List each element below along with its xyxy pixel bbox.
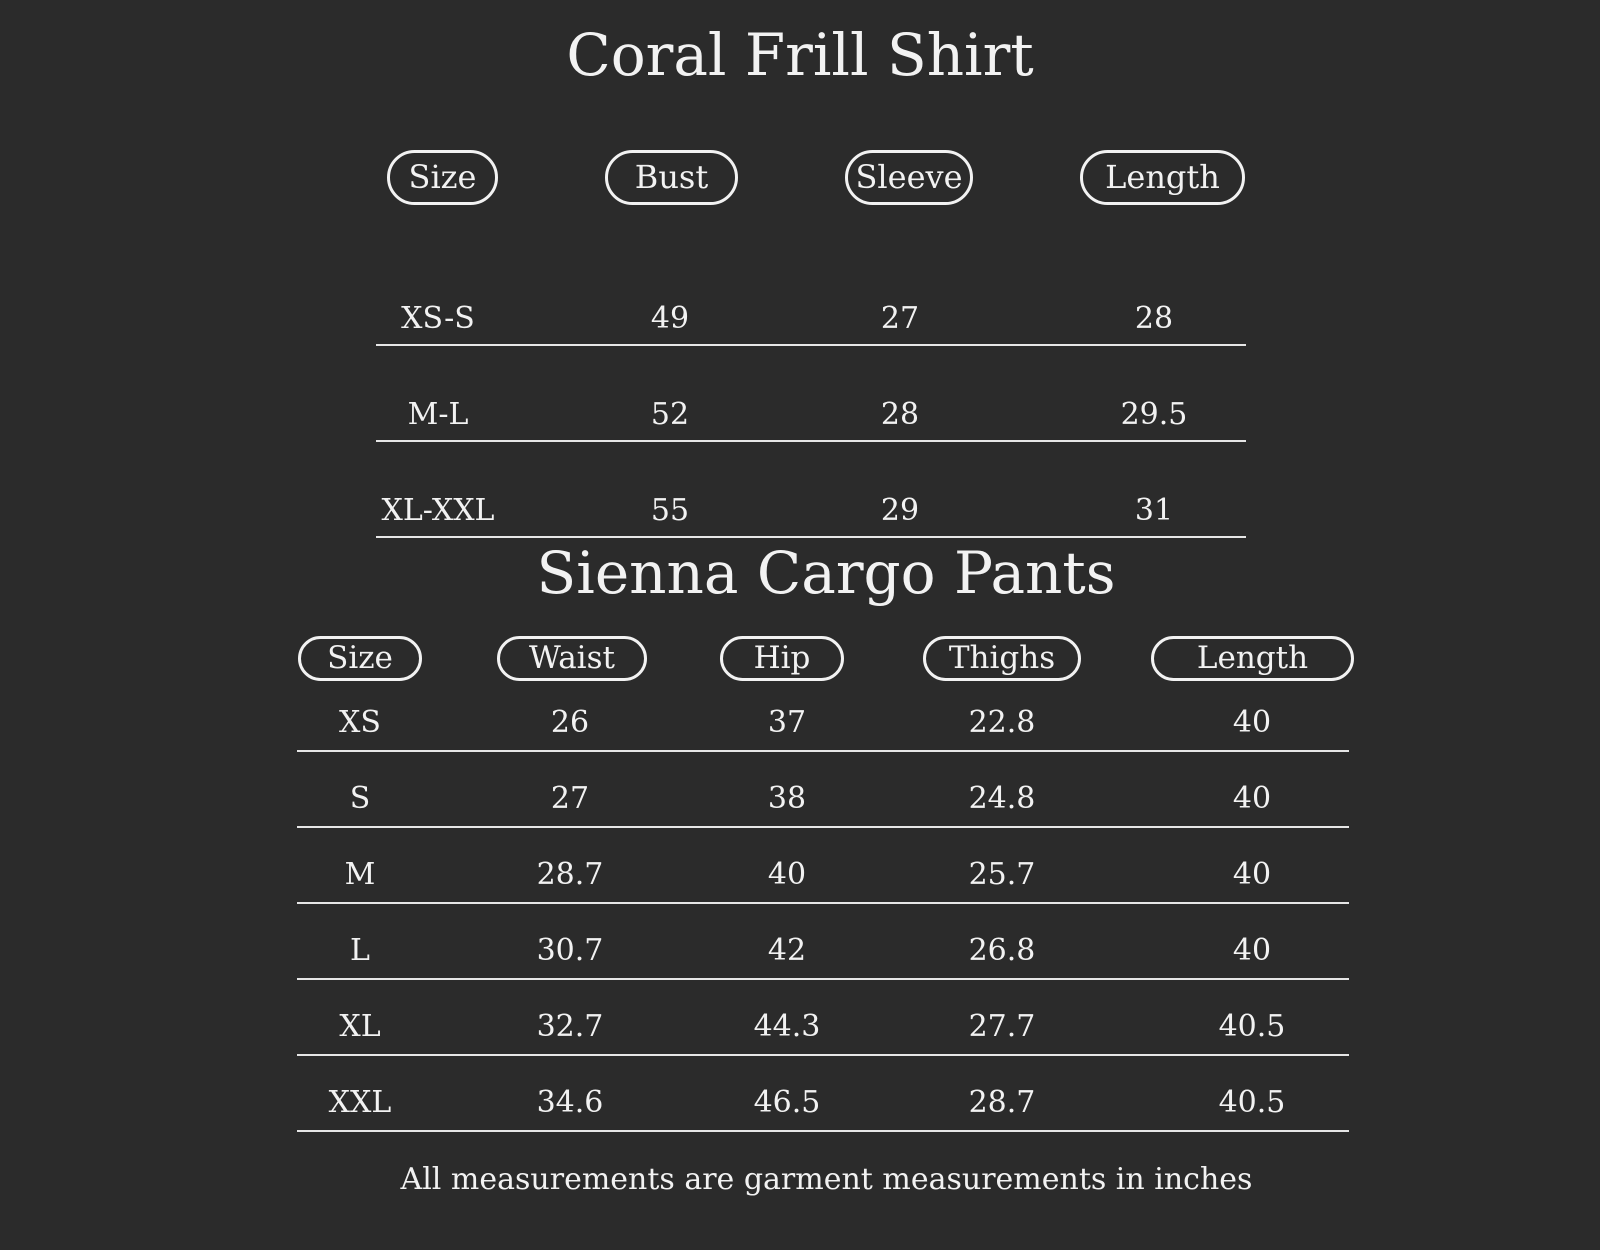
table-cell: 28 bbox=[880, 397, 920, 432]
table-cell: 29 bbox=[880, 493, 920, 528]
table-cell: 28.7 bbox=[968, 1085, 1036, 1120]
row-divider bbox=[376, 440, 1246, 442]
table-cell: 40.5 bbox=[1218, 1085, 1286, 1120]
table-cell: 30.7 bbox=[536, 933, 604, 968]
measurement-note: All measurements are garment measurements in inches bbox=[400, 1162, 1253, 1197]
table-cell: 22.8 bbox=[968, 705, 1036, 740]
table-cell: 28 bbox=[1134, 301, 1174, 336]
table-cell: 49 bbox=[650, 301, 690, 336]
shirt-header-length: Length bbox=[1080, 150, 1245, 205]
table-cell: 55 bbox=[650, 493, 690, 528]
table-cell: 27 bbox=[550, 781, 590, 816]
pants-title: Sienna Cargo Pants bbox=[536, 539, 1116, 607]
shirt-title: Coral Frill Shirt bbox=[566, 21, 1034, 89]
table-cell: 40 bbox=[1232, 857, 1272, 892]
shirt-header-sleeve: Sleeve bbox=[845, 150, 973, 205]
table-cell: XL bbox=[339, 1009, 381, 1044]
table-cell: 29.5 bbox=[1120, 397, 1188, 432]
pants-header-waist: Waist bbox=[497, 636, 647, 681]
table-cell: 42 bbox=[767, 933, 807, 968]
table-cell: 38 bbox=[767, 781, 807, 816]
row-divider bbox=[297, 826, 1349, 828]
row-divider bbox=[297, 1130, 1349, 1132]
row-divider bbox=[376, 344, 1246, 346]
pants-header-size: Size bbox=[298, 636, 422, 681]
table-cell: XS-S bbox=[401, 301, 475, 336]
table-cell: 40 bbox=[767, 857, 807, 892]
table-cell: XXL bbox=[328, 1085, 392, 1120]
pants-header-length: Length bbox=[1151, 636, 1354, 681]
table-cell: 24.8 bbox=[968, 781, 1036, 816]
table-cell: 31 bbox=[1134, 493, 1174, 528]
table-cell: 26.8 bbox=[968, 933, 1036, 968]
table-cell: XL-XXL bbox=[381, 493, 495, 528]
shirt-header-size: Size bbox=[387, 150, 498, 205]
table-cell: 26 bbox=[550, 705, 590, 740]
row-divider bbox=[297, 750, 1349, 752]
table-cell: M bbox=[344, 857, 376, 892]
table-cell: 32.7 bbox=[536, 1009, 604, 1044]
table-cell: 40.5 bbox=[1218, 1009, 1286, 1044]
table-cell: 44.3 bbox=[753, 1009, 821, 1044]
table-cell: 27.7 bbox=[968, 1009, 1036, 1044]
table-cell: 46.5 bbox=[753, 1085, 821, 1120]
pants-header-thighs: Thighs bbox=[923, 636, 1081, 681]
shirt-header-bust: Bust bbox=[605, 150, 738, 205]
table-cell: 40 bbox=[1232, 933, 1272, 968]
table-cell: 40 bbox=[1232, 705, 1272, 740]
row-divider bbox=[297, 978, 1349, 980]
table-cell: 28.7 bbox=[536, 857, 604, 892]
table-cell: 27 bbox=[880, 301, 920, 336]
row-divider bbox=[376, 536, 1246, 538]
table-cell: 52 bbox=[650, 397, 690, 432]
pants-header-hip: Hip bbox=[720, 636, 844, 681]
table-cell: 40 bbox=[1232, 781, 1272, 816]
table-cell: 25.7 bbox=[968, 857, 1036, 892]
table-cell: L bbox=[350, 933, 370, 968]
row-divider bbox=[297, 1054, 1349, 1056]
table-cell: M-L bbox=[407, 397, 469, 432]
row-divider bbox=[297, 902, 1349, 904]
table-cell: XS bbox=[339, 705, 381, 740]
table-cell: 37 bbox=[767, 705, 807, 740]
table-cell: 34.6 bbox=[536, 1085, 604, 1120]
table-cell: S bbox=[349, 781, 371, 816]
